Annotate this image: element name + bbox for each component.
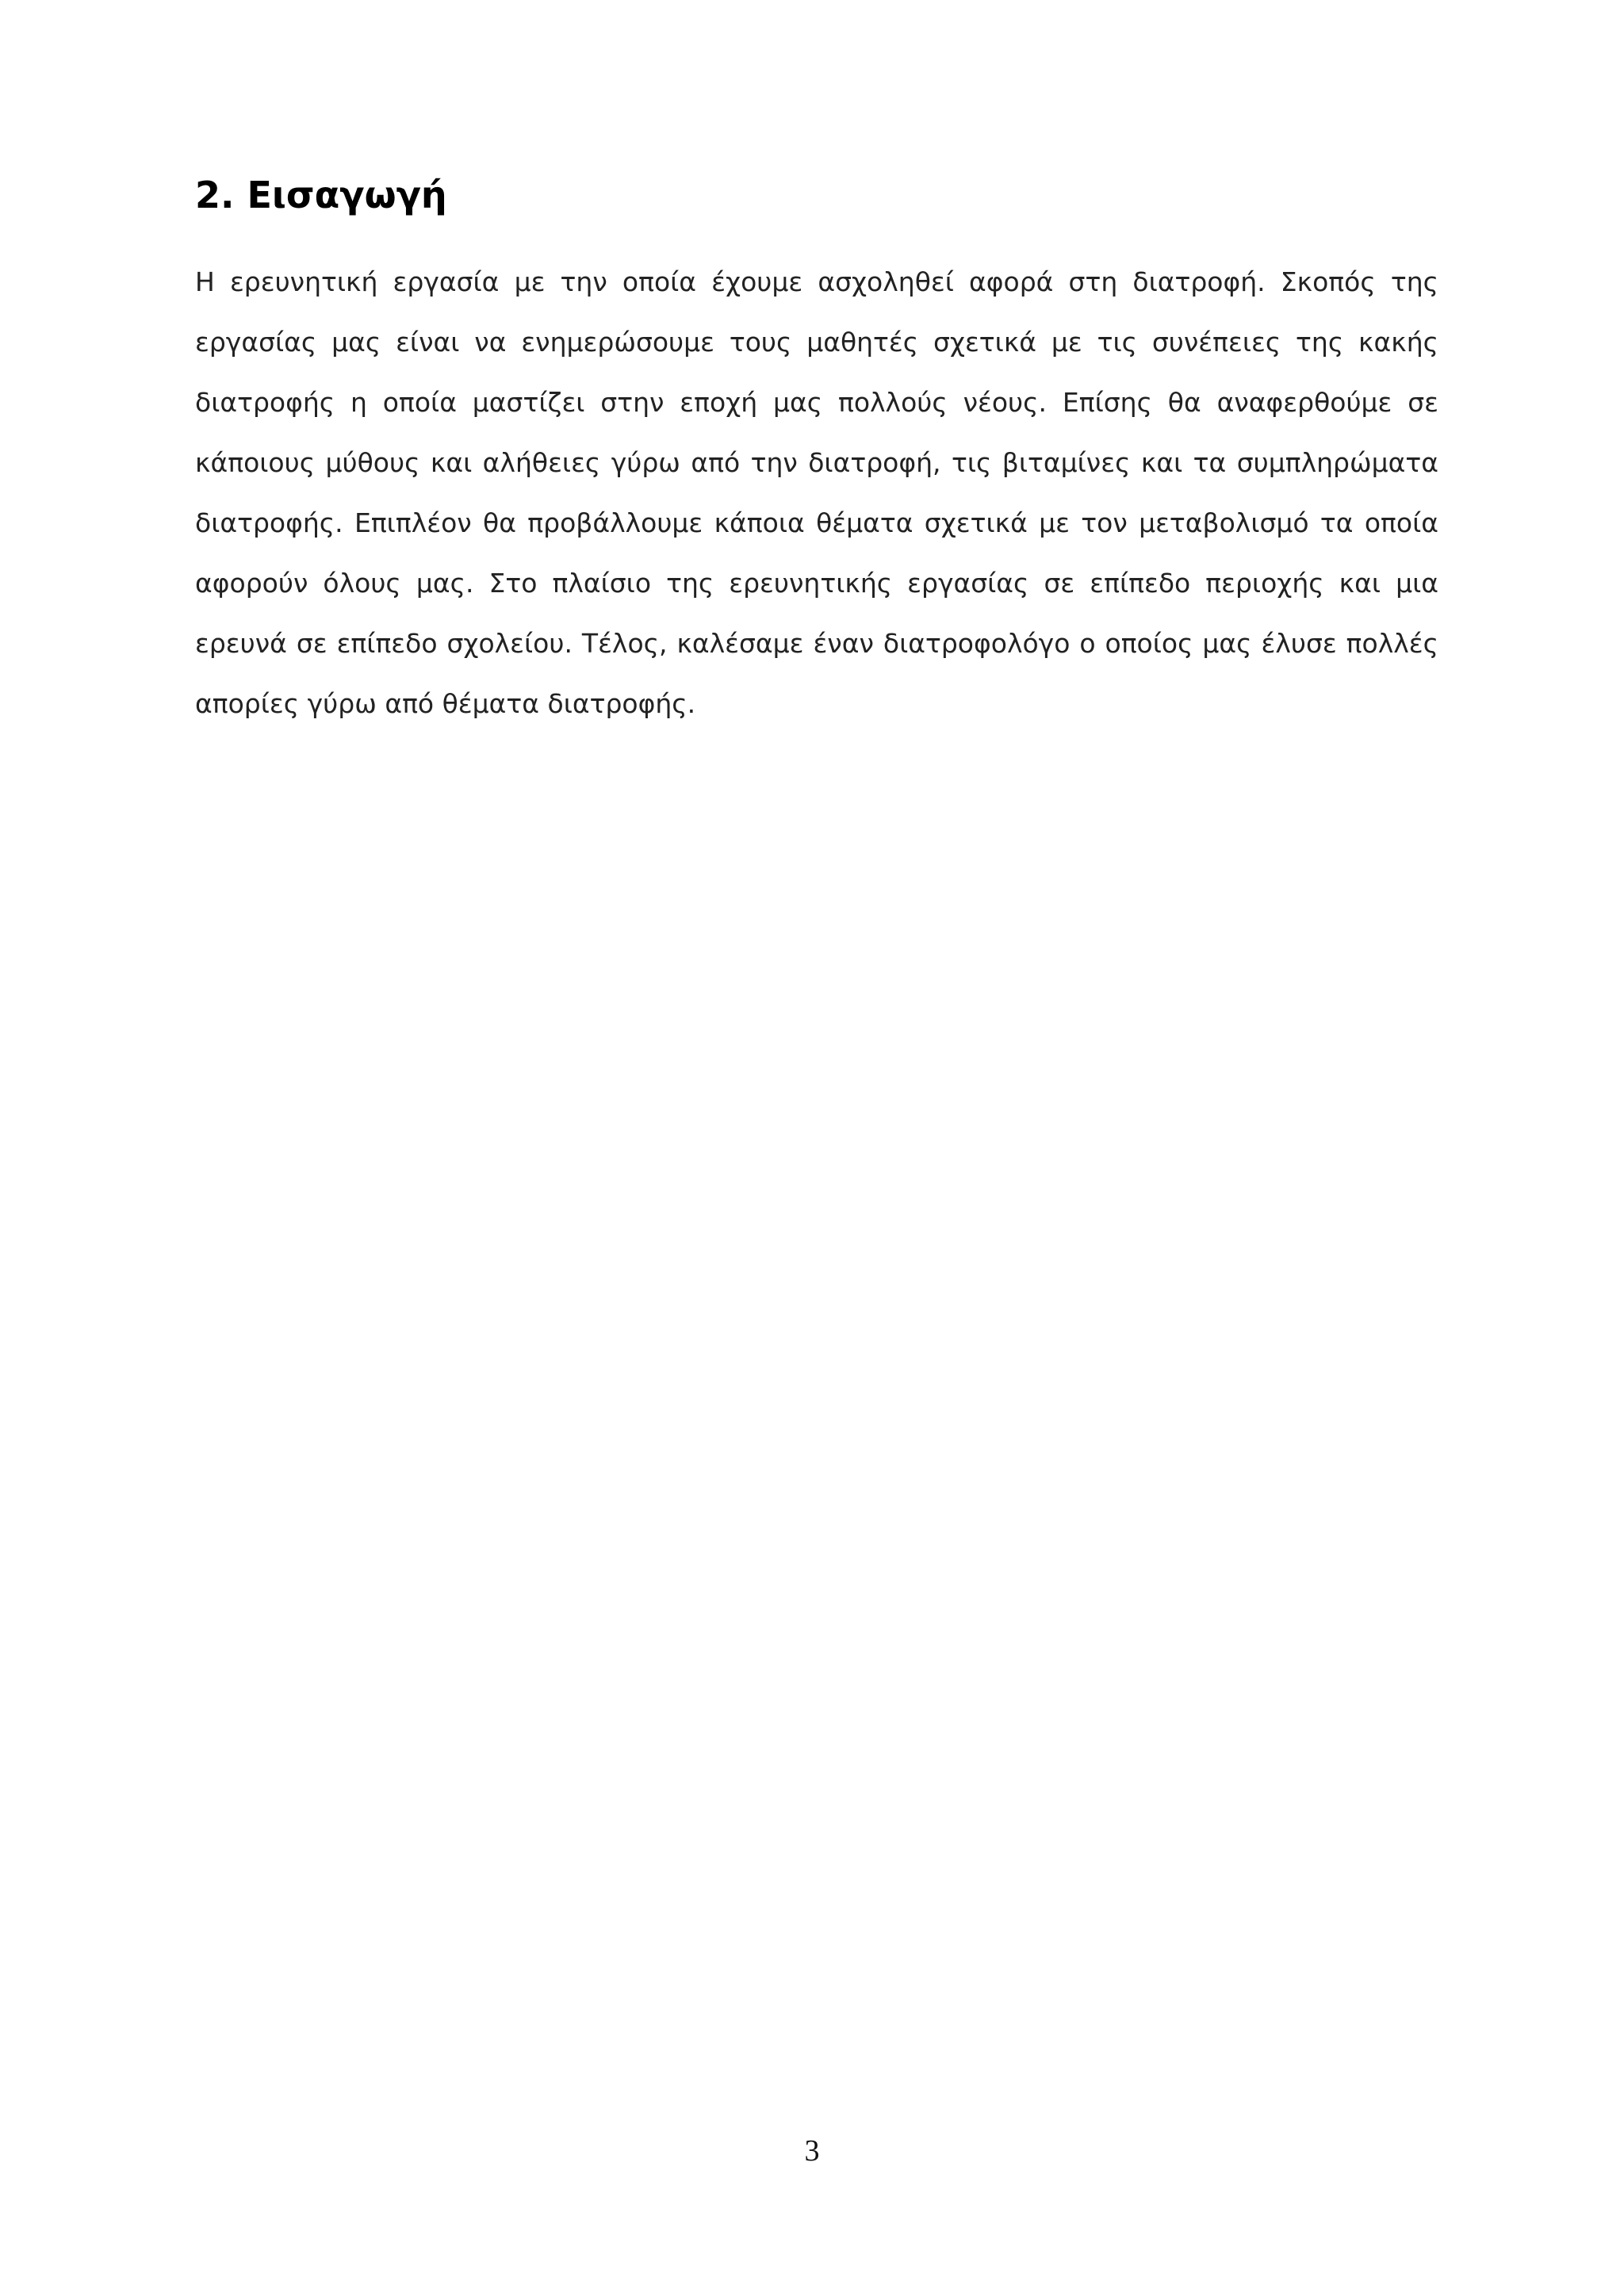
section-heading: 2. Εισαγωγή: [195, 174, 447, 216]
page-number: 3: [804, 2134, 820, 2168]
intro-paragraph: Η ερευνητική εργασία με την οποία έχουμε ασχοληθεί αφορά στη διατροφή. Σκοπός της εργασίας μας είναι να ενημερώσουμε τους μαθητές σχετικά με τις συνέπειες της κακής διατροφής η οποία μαστίζει στην εποχή μας πολλούς νέους. Επίσης θα αναφερθούμε σε κάποιους μύθους και αλήθειες γύρω από την διατροφή, τις βιταμίνες και τα συμπληρώματα διατροφής. Επιπλέον θα προβάλλουμε κάποια θέματα σχετικά με τον μεταβολισμό τα οποία αφορούν όλους μας. Στο πλαίσιο της ερευνητικής εργασίας σε επίπεδο περιοχής και μια ερευνά σε επίπεδο σχολείου. Τέλος, καλέσαμε έναν διατροφολόγο ο οποίος μας έλυσε πολλές απορίες γύρω από θέματα διατροφής.: [195, 266, 1438, 719]
